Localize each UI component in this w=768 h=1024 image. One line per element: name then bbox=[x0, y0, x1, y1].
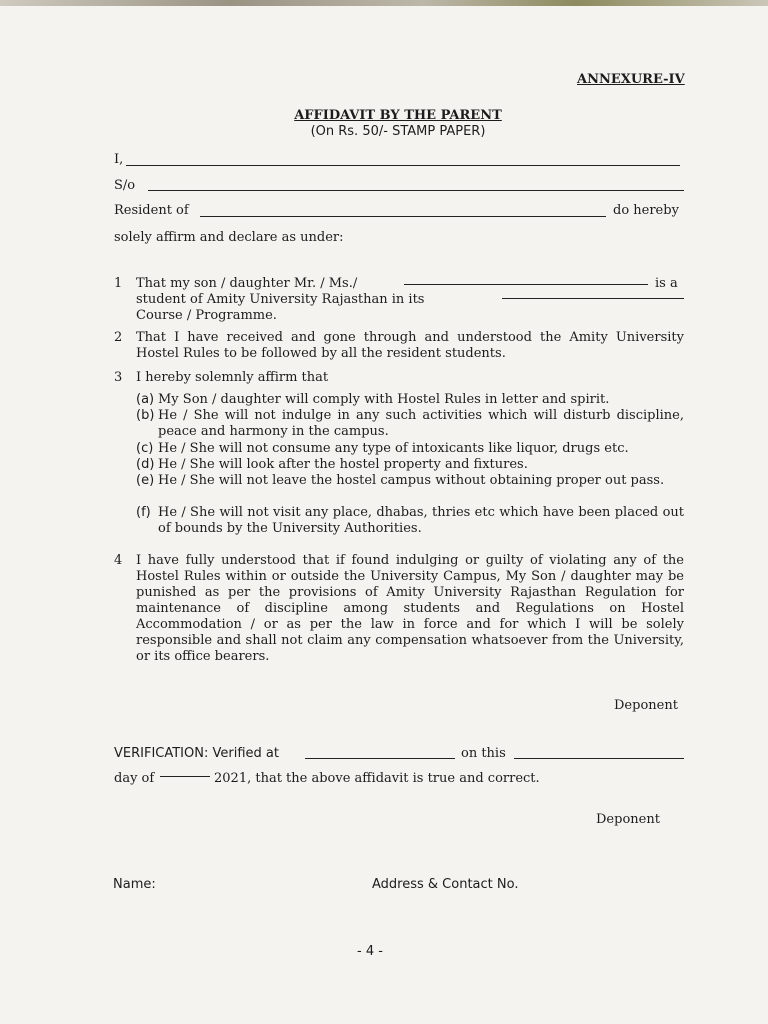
resident-label: Resident of bbox=[114, 203, 189, 218]
item-2-text: That I have received and gone through and understood the Amity University Hostel Rules to be followed by all the resident students. bbox=[136, 330, 684, 361]
item-4-text: I have fully understood that if found indulging or guilty of violating any of the Hostel Rules within or outside the University Campus, My Son / daughter may be punished as per the provisions of Amity University Rajasthan Regulation for maintenance of discipline among students and Regulations on Hostel Accommodation / or as per the law in force and for which I will be solely responsible and shall not claim any compensation whatsoever from the University, or its office bearers. bbox=[136, 553, 684, 664]
do-hereby-text: do hereby bbox=[613, 203, 679, 218]
verification-label: VERIFICATION: Verified at bbox=[114, 746, 279, 761]
subitem-e-label: (e) bbox=[136, 473, 155, 488]
subitem-c-label: (c) bbox=[136, 441, 154, 456]
item-1-is-a: is a bbox=[655, 276, 678, 291]
item-3-number: 3 bbox=[114, 370, 123, 385]
i-label: I, bbox=[114, 152, 124, 167]
subitem-a-label: (a) bbox=[136, 392, 155, 407]
address-contact-label: Address & Contact No. bbox=[372, 877, 519, 892]
so-label: S/o bbox=[114, 178, 136, 193]
on-this-blank-line[interactable] bbox=[514, 758, 684, 759]
subitem-d-label: (d) bbox=[136, 457, 155, 472]
item-1-line-1: That my son / daughter Mr. / Ms./ bbox=[136, 276, 358, 291]
subitem-c-text: He / She will not consume any type of intoxicants like liquor, drugs etc. bbox=[158, 441, 629, 456]
document-title: AFFIDAVIT BY THE PARENT bbox=[294, 108, 502, 123]
item-3-text: I hereby solemnly affirm that bbox=[136, 370, 329, 385]
deponent-signature-label-1: Deponent bbox=[614, 698, 678, 713]
subitem-a-text: My Son / daughter will comply with Hostel Rules in letter and spirit. bbox=[158, 392, 610, 407]
document-subtitle: (On Rs. 50/- STAMP PAPER) bbox=[310, 124, 486, 139]
item-1-number: 1 bbox=[114, 276, 123, 291]
resident-blank-line[interactable] bbox=[200, 216, 606, 217]
verification-statement: 2021, that the above affidavit is true and correct. bbox=[214, 771, 540, 786]
item-1-line-3: Course / Programme. bbox=[136, 308, 277, 323]
so-blank-line[interactable] bbox=[148, 190, 684, 191]
item-1-line-2: student of Amity University Rajasthan in its bbox=[136, 292, 425, 307]
item-4-number: 4 bbox=[114, 553, 123, 568]
subitem-f-text: He / She will not visit any place, dhabas, thries etc which have been placed out of bounds by the University Authorities. bbox=[158, 505, 684, 536]
student-name-blank-line[interactable] bbox=[404, 284, 648, 285]
verified-at-blank-line[interactable] bbox=[305, 758, 455, 759]
affirm-declare-line: solely affirm and declare as under: bbox=[114, 230, 344, 245]
subitem-b-label: (b) bbox=[136, 408, 155, 423]
subitem-e-text: He / She will not leave the hostel campus without obtaining proper out pass. bbox=[158, 473, 665, 488]
annexure-label: ANNEXURE-IV bbox=[577, 72, 685, 87]
subitem-b-text: He / She will not indulge in any such activities which will disturb discipline, peace and harmony in the campus. bbox=[158, 408, 684, 439]
scanned-top-edge bbox=[0, 0, 768, 6]
subitem-d-text: He / She will look after the hostel property and fixtures. bbox=[158, 457, 528, 472]
day-of-text: day of bbox=[114, 771, 155, 786]
name-blank-line[interactable] bbox=[126, 165, 680, 166]
deponent-signature-label-2: Deponent bbox=[596, 812, 660, 827]
day-of-blank-line[interactable] bbox=[160, 776, 210, 777]
name-label: Name: bbox=[113, 877, 156, 892]
course-blank-line[interactable] bbox=[502, 298, 684, 299]
on-this-text: on this bbox=[461, 746, 506, 761]
subitem-f-label: (f) bbox=[136, 505, 151, 520]
page-number: - 4 - bbox=[357, 944, 383, 959]
item-2-number: 2 bbox=[114, 330, 123, 345]
